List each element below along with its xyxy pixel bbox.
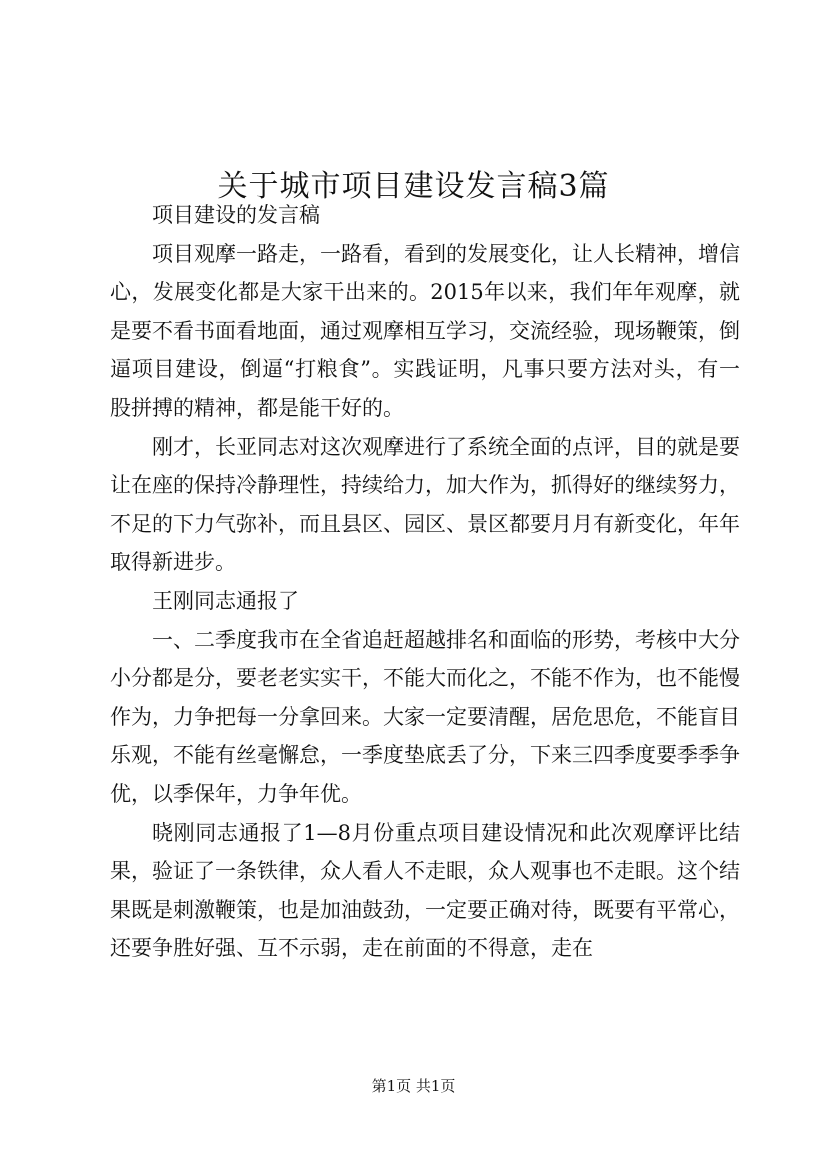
paragraph: 项目观摩一路走，一路看，看到的发展变化，让人长精神，增信心，发展变化都是大家干出来的。2015年以来，我们年年观摩，就是要不看书面看地面，通过观摩相互学习，交流经验，现场鞭策，倒逼项目建设，倒逼“打粮食”。实践证明，凡事只要方法对头，有一股拼搏的精神，都是能干好的。 — [110, 241, 740, 420]
paragraph: 刚才，长亚同志对这次观摩进行了系统全面的点评，目的就是要让在座的保持冷静理性，持续给力，加大作为，抓得好的继续努力，不足的下力气弥补，而且县区、园区、景区都要月月有新变化，年年取得新进步。 — [110, 434, 740, 575]
paragraph: 晓刚同志通报了1—8月份重点项目建设情况和此次观摩评比结果，验证了一条铁律，众人看人不走眼，众人观事也不走眼。这个结果既是刺激鞭策，也是加油鼓劲，一定要正确对待，既要有平常心，还要争胜好强、互不示弱，走在前面的不得意，走在 — [110, 820, 740, 961]
document-body — [110, 196, 740, 968]
paragraph: 王刚同志通报了 — [152, 588, 299, 613]
page-number-footer: 第1页 共1页 — [371, 1077, 456, 1095]
paragraph-heading: 项目建设的发言稿 — [152, 203, 320, 227]
paragraph: 一、二季度我市在全省追赶超越排名和面临的形势，考核中大分小分都是分，要老老实实干，不能大而化之，不能不作为，也不能慢作为，力争把每一分拿回来。大家一定要清醒，居危思危，不能盲目乐观，不能有丝毫懈怠，一季度垫底丢了分，下来三四季度要季季争优，以季保年，力争年优。 — [110, 627, 740, 806]
document-title: 关于城市项目建设发言稿3篇 — [217, 169, 610, 205]
